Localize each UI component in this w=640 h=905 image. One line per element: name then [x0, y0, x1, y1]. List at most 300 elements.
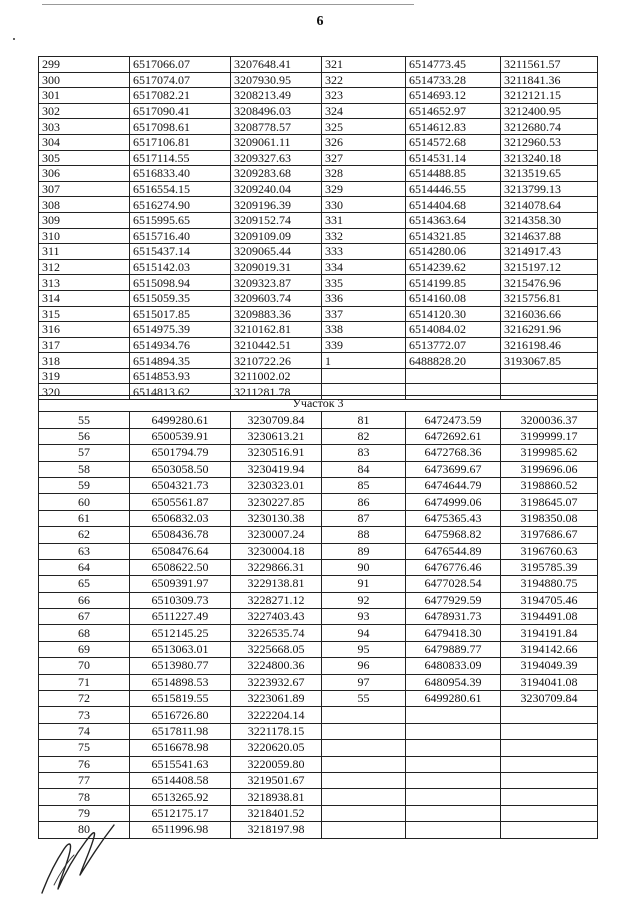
table-row: [39, 772, 598, 788]
table-row: [39, 181, 598, 197]
y-coordinate-cell: 3194049.39: [501, 658, 598, 674]
x-coordinate-cell: 6512175.17: [130, 805, 231, 821]
table-row: [39, 57, 598, 73]
point-number-cell: 305: [39, 150, 130, 166]
x-coordinate-cell: 6514408.58: [130, 772, 231, 788]
point-number-cell: 325: [322, 119, 406, 135]
point-number-cell: 321: [322, 57, 406, 73]
y-coordinate-cell: 3194705.46: [501, 592, 598, 608]
x-coordinate-cell: 6513063.01: [130, 641, 231, 657]
table-row: [39, 119, 598, 135]
y-coordinate-cell: 3209109.09: [231, 228, 322, 244]
x-coordinate-cell: 6506832.03: [130, 510, 231, 526]
y-coordinate-cell: 3228271.12: [231, 592, 322, 608]
x-coordinate-cell: 6508476.64: [130, 543, 231, 559]
y-coordinate-cell: [501, 723, 598, 739]
point-number-cell: 338: [322, 322, 406, 338]
point-number-cell: 324: [322, 103, 406, 119]
y-coordinate-cell: 3229866.31: [231, 559, 322, 575]
x-coordinate-cell: 6514160.08: [406, 290, 501, 306]
y-coordinate-cell: [501, 756, 598, 772]
y-coordinate-cell: 3226535.74: [231, 625, 322, 641]
y-coordinate-cell: 3220059.80: [231, 756, 322, 772]
y-coordinate-cell: 3209061.11: [231, 134, 322, 150]
x-coordinate-cell: 6499280.61: [130, 412, 231, 428]
point-number-cell: [322, 368, 406, 384]
point-number-cell: 66: [39, 592, 130, 608]
point-number-cell: 329: [322, 181, 406, 197]
table-row: [39, 134, 598, 150]
y-coordinate-cell: 3209883.36: [231, 306, 322, 322]
point-number-cell: 337: [322, 306, 406, 322]
table-row: [39, 212, 598, 228]
y-coordinate-cell: 3230516.91: [231, 445, 322, 461]
x-coordinate-cell: 6514488.85: [406, 166, 501, 182]
x-coordinate-cell: 6514813.62: [130, 384, 231, 400]
y-coordinate-cell: 3213799.13: [501, 181, 598, 197]
y-coordinate-cell: 3210442.51: [231, 337, 322, 353]
table-row: [39, 322, 598, 338]
y-coordinate-cell: 3194191.84: [501, 625, 598, 641]
point-number-cell: 315: [39, 306, 130, 322]
y-coordinate-cell: 3221178.15: [231, 723, 322, 739]
y-coordinate-cell: 3208213.49: [231, 88, 322, 104]
point-number-cell: 62: [39, 527, 130, 543]
x-coordinate-cell: [406, 707, 501, 723]
point-number-cell: 64: [39, 559, 130, 575]
point-number-cell: 327: [322, 150, 406, 166]
point-number-cell: 61: [39, 510, 130, 526]
point-number-cell: 302: [39, 103, 130, 119]
table-row: [39, 275, 598, 291]
y-coordinate-cell: 3209327.63: [231, 150, 322, 166]
x-coordinate-cell: 6514239.62: [406, 259, 501, 275]
x-coordinate-cell: 6479418.30: [406, 625, 501, 641]
y-coordinate-cell: 3225668.05: [231, 641, 322, 657]
table-row: [39, 674, 598, 690]
y-coordinate-cell: 3198350.08: [501, 510, 598, 526]
coordinates-table-2: [38, 395, 598, 839]
table-row: [39, 477, 598, 493]
y-coordinate-cell: 3227403.43: [231, 609, 322, 625]
x-coordinate-cell: 6477929.59: [406, 592, 501, 608]
point-number-cell: 322: [322, 72, 406, 88]
point-number-cell: 74: [39, 723, 130, 739]
point-number-cell: 59: [39, 477, 130, 493]
y-coordinate-cell: 3218197.98: [231, 822, 322, 838]
section-title: Участок 3: [39, 396, 598, 412]
x-coordinate-cell: 6474644.79: [406, 477, 501, 493]
point-number-cell: 58: [39, 461, 130, 477]
point-number-cell: 300: [39, 72, 130, 88]
y-coordinate-cell: 3212121.15: [501, 88, 598, 104]
x-coordinate-cell: 6488828.20: [406, 353, 501, 369]
point-number-cell: 96: [322, 658, 406, 674]
x-coordinate-cell: 6514934.76: [130, 337, 231, 353]
y-coordinate-cell: [501, 772, 598, 788]
x-coordinate-cell: 6514404.68: [406, 197, 501, 213]
point-number-cell: 81: [322, 412, 406, 428]
x-coordinate-cell: 6499280.61: [406, 691, 501, 707]
table-row: [39, 559, 598, 575]
y-coordinate-cell: 3199985.62: [501, 445, 598, 461]
point-number-cell: 326: [322, 134, 406, 150]
y-coordinate-cell: 3200036.37: [501, 412, 598, 428]
handwritten-signature: [34, 815, 124, 900]
y-coordinate-cell: 3230613.21: [231, 428, 322, 444]
table-row: [39, 789, 598, 805]
table-row: [39, 337, 598, 353]
y-coordinate-cell: 3230130.38: [231, 510, 322, 526]
y-coordinate-cell: 3209603.74: [231, 290, 322, 306]
point-number-cell: 90: [322, 559, 406, 575]
point-number-cell: [322, 756, 406, 772]
x-coordinate-cell: 6514572.68: [406, 134, 501, 150]
table-row: [39, 641, 598, 657]
x-coordinate-cell: 6517090.41: [130, 103, 231, 119]
x-coordinate-cell: 6515716.40: [130, 228, 231, 244]
table-row: [39, 228, 598, 244]
x-coordinate-cell: 6514853.93: [130, 368, 231, 384]
x-coordinate-cell: [406, 822, 501, 838]
y-coordinate-cell: 3218938.81: [231, 789, 322, 805]
point-number-cell: 94: [322, 625, 406, 641]
y-coordinate-cell: 3209152.74: [231, 212, 322, 228]
point-number-cell: 339: [322, 337, 406, 353]
table-row: [39, 259, 598, 275]
table-row: [39, 576, 598, 592]
x-coordinate-cell: 6513265.92: [130, 789, 231, 805]
x-coordinate-cell: 6512145.25: [130, 625, 231, 641]
table-row: [39, 543, 598, 559]
point-number-cell: 319: [39, 368, 130, 384]
point-number-cell: 1: [322, 353, 406, 369]
y-coordinate-cell: 3220620.05: [231, 740, 322, 756]
x-coordinate-cell: 6514652.97: [406, 103, 501, 119]
y-coordinate-cell: 3216198.46: [501, 337, 598, 353]
x-coordinate-cell: 6509391.97: [130, 576, 231, 592]
x-coordinate-cell: 6472473.59: [406, 412, 501, 428]
table-row: [39, 723, 598, 739]
x-coordinate-cell: 6476544.89: [406, 543, 501, 559]
table-row: [39, 527, 598, 543]
table-row: [39, 691, 598, 707]
point-number-cell: 92: [322, 592, 406, 608]
x-coordinate-cell: 6501794.79: [130, 445, 231, 461]
x-coordinate-cell: 6511996.98: [130, 822, 231, 838]
y-coordinate-cell: [501, 822, 598, 838]
y-coordinate-cell: 3230709.84: [501, 691, 598, 707]
y-coordinate-cell: 3212400.95: [501, 103, 598, 119]
y-coordinate-cell: 3199999.17: [501, 428, 598, 444]
x-coordinate-cell: 6515017.85: [130, 306, 231, 322]
table-row: [39, 445, 598, 461]
y-coordinate-cell: 3215756.81: [501, 290, 598, 306]
x-coordinate-cell: 6478931.73: [406, 609, 501, 625]
point-number-cell: 68: [39, 625, 130, 641]
x-coordinate-cell: [406, 723, 501, 739]
table-row: [39, 510, 598, 526]
point-number-cell: [322, 723, 406, 739]
point-number-cell: 72: [39, 691, 130, 707]
y-coordinate-cell: 3209283.68: [231, 166, 322, 182]
y-coordinate-cell: 3230007.24: [231, 527, 322, 543]
coordinates-table-1: [38, 56, 598, 400]
y-coordinate-cell: 3207930.95: [231, 72, 322, 88]
x-coordinate-cell: 6477028.54: [406, 576, 501, 592]
x-coordinate-cell: 6514120.30: [406, 306, 501, 322]
y-coordinate-cell: 3214358.30: [501, 212, 598, 228]
point-number-cell: 69: [39, 641, 130, 657]
x-coordinate-cell: 6516726.80: [130, 707, 231, 723]
y-coordinate-cell: [501, 789, 598, 805]
y-coordinate-cell: 3230419.94: [231, 461, 322, 477]
point-number-cell: 318: [39, 353, 130, 369]
point-number-cell: 311: [39, 244, 130, 260]
x-coordinate-cell: 6514894.35: [130, 353, 231, 369]
x-coordinate-cell: 6517082.21: [130, 88, 231, 104]
x-coordinate-cell: 6515437.14: [130, 244, 231, 260]
point-number-cell: 77: [39, 772, 130, 788]
x-coordinate-cell: 6476776.46: [406, 559, 501, 575]
x-coordinate-cell: 6514084.02: [406, 322, 501, 338]
point-number-cell: 314: [39, 290, 130, 306]
point-number-cell: 320: [39, 384, 130, 400]
point-number-cell: 57: [39, 445, 130, 461]
table-row: [39, 88, 598, 104]
point-number-cell: 330: [322, 197, 406, 213]
point-number-cell: 78: [39, 789, 130, 805]
x-coordinate-cell: 6505561.87: [130, 494, 231, 510]
y-coordinate-cell: 3223932.67: [231, 674, 322, 690]
x-coordinate-cell: 6515819.55: [130, 691, 231, 707]
point-number-cell: 93: [322, 609, 406, 625]
y-coordinate-cell: 3230709.84: [231, 412, 322, 428]
point-number-cell: [322, 805, 406, 821]
y-coordinate-cell: 3209323.87: [231, 275, 322, 291]
y-coordinate-cell: 3208496.03: [231, 103, 322, 119]
point-number-cell: 336: [322, 290, 406, 306]
point-number-cell: 80: [39, 822, 130, 838]
y-coordinate-cell: 3193067.85: [501, 353, 598, 369]
x-coordinate-cell: 6513772.07: [406, 337, 501, 353]
point-number-cell: 83: [322, 445, 406, 461]
x-coordinate-cell: 6514363.64: [406, 212, 501, 228]
table-row: [39, 756, 598, 772]
y-coordinate-cell: 3199696.06: [501, 461, 598, 477]
x-coordinate-cell: [406, 805, 501, 821]
point-number-cell: 316: [39, 322, 130, 338]
point-number-cell: 70: [39, 658, 130, 674]
y-coordinate-cell: 3198860.52: [501, 477, 598, 493]
point-number-cell: 303: [39, 119, 130, 135]
x-coordinate-cell: 6515541.63: [130, 756, 231, 772]
top-rule: [42, 4, 414, 5]
x-coordinate-cell: 6514773.45: [406, 57, 501, 73]
x-coordinate-cell: 6500539.91: [130, 428, 231, 444]
x-coordinate-cell: 6517074.07: [130, 72, 231, 88]
point-number-cell: 89: [322, 543, 406, 559]
x-coordinate-cell: 6517114.55: [130, 150, 231, 166]
table-row: [39, 306, 598, 322]
y-coordinate-cell: [501, 707, 598, 723]
table-row: [39, 72, 598, 88]
point-number-cell: 71: [39, 674, 130, 690]
y-coordinate-cell: [501, 805, 598, 821]
table-row: [39, 494, 598, 510]
y-coordinate-cell: 3211281.78: [231, 384, 322, 400]
y-coordinate-cell: 3209240.04: [231, 181, 322, 197]
x-coordinate-cell: 6513980.77: [130, 658, 231, 674]
point-number-cell: 84: [322, 461, 406, 477]
y-coordinate-cell: 3214637.88: [501, 228, 598, 244]
x-coordinate-cell: 6517106.81: [130, 134, 231, 150]
y-coordinate-cell: 3213240.18: [501, 150, 598, 166]
table-row: [39, 103, 598, 119]
point-number-cell: 301: [39, 88, 130, 104]
y-coordinate-cell: 3216036.66: [501, 306, 598, 322]
point-number-cell: 335: [322, 275, 406, 291]
x-coordinate-cell: 6517811.98: [130, 723, 231, 739]
point-number-cell: [322, 822, 406, 838]
point-number-cell: 63: [39, 543, 130, 559]
point-number-cell: [322, 707, 406, 723]
y-coordinate-cell: 3216291.96: [501, 322, 598, 338]
point-number-cell: 317: [39, 337, 130, 353]
x-coordinate-cell: 6474999.06: [406, 494, 501, 510]
point-number-cell: 85: [322, 477, 406, 493]
point-number-cell: [322, 789, 406, 805]
point-number-cell: 306: [39, 166, 130, 182]
y-coordinate-cell: 3194041.08: [501, 674, 598, 690]
point-number-cell: 55: [39, 412, 130, 428]
table-row: [39, 707, 598, 723]
x-coordinate-cell: 6480954.39: [406, 674, 501, 690]
x-coordinate-cell: 6514199.85: [406, 275, 501, 291]
x-coordinate-cell: 6475365.43: [406, 510, 501, 526]
x-coordinate-cell: 6514531.14: [406, 150, 501, 166]
y-coordinate-cell: 3214917.43: [501, 244, 598, 260]
y-coordinate-cell: 3230004.18: [231, 543, 322, 559]
y-coordinate-cell: 3211841.36: [501, 72, 598, 88]
x-coordinate-cell: 6514693.12: [406, 88, 501, 104]
table-row: [39, 368, 598, 384]
table-row: [39, 428, 598, 444]
y-coordinate-cell: 3212960.53: [501, 134, 598, 150]
y-coordinate-cell: 3208778.57: [231, 119, 322, 135]
point-number-cell: 333: [322, 244, 406, 260]
y-coordinate-cell: 3219501.67: [231, 772, 322, 788]
y-coordinate-cell: 3210722.26: [231, 353, 322, 369]
y-coordinate-cell: 3195785.39: [501, 559, 598, 575]
x-coordinate-cell: 6473699.67: [406, 461, 501, 477]
y-coordinate-cell: [501, 740, 598, 756]
x-coordinate-cell: 6516274.90: [130, 197, 231, 213]
x-coordinate-cell: 6514321.85: [406, 228, 501, 244]
point-number-cell: 67: [39, 609, 130, 625]
y-coordinate-cell: 3211002.02: [231, 368, 322, 384]
y-coordinate-cell: 3214078.64: [501, 197, 598, 213]
x-coordinate-cell: 6514612.83: [406, 119, 501, 135]
point-number-cell: [322, 772, 406, 788]
x-coordinate-cell: 6472692.61: [406, 428, 501, 444]
y-coordinate-cell: 3209019.31: [231, 259, 322, 275]
y-coordinate-cell: 3197686.67: [501, 527, 598, 543]
y-coordinate-cell: 3222204.14: [231, 707, 322, 723]
x-coordinate-cell: 6515059.35: [130, 290, 231, 306]
point-number-cell: 304: [39, 134, 130, 150]
table-row: [39, 609, 598, 625]
point-number-cell: 334: [322, 259, 406, 275]
y-coordinate-cell: 3196760.63: [501, 543, 598, 559]
point-number-cell: 308: [39, 197, 130, 213]
point-number-cell: 73: [39, 707, 130, 723]
y-coordinate-cell: 3218401.52: [231, 805, 322, 821]
table-row: [39, 412, 598, 428]
x-coordinate-cell: 6516554.15: [130, 181, 231, 197]
x-coordinate-cell: 6504321.73: [130, 477, 231, 493]
x-coordinate-cell: [406, 740, 501, 756]
y-coordinate-cell: 3215476.96: [501, 275, 598, 291]
table-row: [39, 592, 598, 608]
y-coordinate-cell: 3213519.65: [501, 166, 598, 182]
point-number-cell: 79: [39, 805, 130, 821]
y-coordinate-cell: 3209196.39: [231, 197, 322, 213]
point-number-cell: 307: [39, 181, 130, 197]
point-number-cell: 75: [39, 740, 130, 756]
table-row: [39, 197, 598, 213]
x-coordinate-cell: 6475968.82: [406, 527, 501, 543]
point-number-cell: 328: [322, 166, 406, 182]
point-number-cell: 56: [39, 428, 130, 444]
x-coordinate-cell: 6514975.39: [130, 322, 231, 338]
x-coordinate-cell: 6508436.78: [130, 527, 231, 543]
table-row: [39, 353, 598, 369]
y-coordinate-cell: 3223061.89: [231, 691, 322, 707]
x-coordinate-cell: 6516833.40: [130, 166, 231, 182]
x-coordinate-cell: 6514446.55: [406, 181, 501, 197]
table-row: [39, 166, 598, 182]
point-number-cell: 86: [322, 494, 406, 510]
point-number-cell: 323: [322, 88, 406, 104]
x-coordinate-cell: 6514280.06: [406, 244, 501, 260]
point-number-cell: [322, 740, 406, 756]
table-row: [39, 290, 598, 306]
y-coordinate-cell: [501, 368, 598, 384]
y-coordinate-cell: 3194880.75: [501, 576, 598, 592]
table-row: [39, 150, 598, 166]
point-number-cell: 313: [39, 275, 130, 291]
point-number-cell: 310: [39, 228, 130, 244]
x-coordinate-cell: 6511227.49: [130, 609, 231, 625]
x-coordinate-cell: 6515142.03: [130, 259, 231, 275]
y-coordinate-cell: 3198645.07: [501, 494, 598, 510]
point-number-cell: 65: [39, 576, 130, 592]
point-number-cell: 332: [322, 228, 406, 244]
y-coordinate-cell: 3194142.66: [501, 641, 598, 657]
point-number-cell: 55: [322, 691, 406, 707]
x-coordinate-cell: 6514733.28: [406, 72, 501, 88]
y-coordinate-cell: 3215197.12: [501, 259, 598, 275]
point-number-cell: 82: [322, 428, 406, 444]
y-coordinate-cell: 3207648.41: [231, 57, 322, 73]
x-coordinate-cell: [406, 756, 501, 772]
y-coordinate-cell: 3230323.01: [231, 477, 322, 493]
point-number-cell: 91: [322, 576, 406, 592]
x-coordinate-cell: 6515995.65: [130, 212, 231, 228]
page-number: 6: [316, 14, 324, 29]
scan-speck: [13, 38, 15, 40]
